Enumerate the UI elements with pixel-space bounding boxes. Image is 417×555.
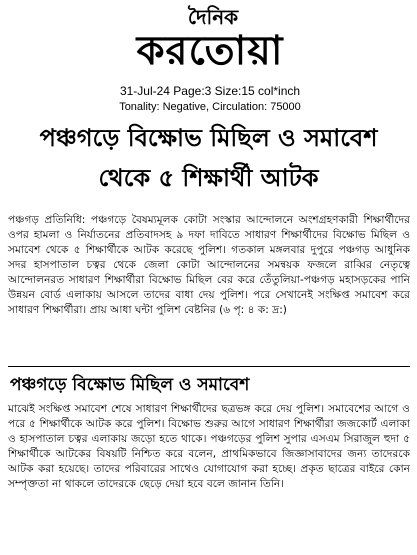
continuation-subhead: পঞ্চগড়ে বিক্ষোভ মিছিল ও সমাবেশ [10,375,250,395]
headline-line-1: পঞ্চগড়ে বিক্ষোভ মিছিল ও সমাবেশ [39,124,378,152]
article-body-part-2: মাঝেই সংক্ষিপ্ত সমাবেশ শেষে সাধারণ শিক্ষার্থীদের ছত্রভঙ্গ করে দেয় পুলিশ। সমাবেশের আগে ও পরে ৫ শিক্ষার্থীকে আটক করে পুলিশ। বিক্ষোভ শুরুর আগে সাধারণ শিক্ষার্থীরা জজকোর্ট এলাকা ও হাসপাতাল চত্বর এলাকায় জড়ো হতে থাকে। পঞ্চগড়ের পুলিশ সুপার এসএম সিরাজুল হুদা ৫ শিক্ষার্থীকে আটকের বিষয়টি নিশ্চিত করে বলেন, প্রাথমিকভাবে জিজ্ঞাসাবাদের জন্য তাদেরকে আটক করা হয়েছে। তাদের পরিবারের সাথেও যোগাযোগ করা হচ্ছে। প্রকৃত ছাত্রের বাইরে কোন সম্পৃক্ততা না থাকলে তাদেরকে ছেড়ে দেয়া হবে বলে জানান তিনি। [8,403,410,490]
continuation-note: (৬ পৃ: ৪ ক: দ্র:) [219,304,287,316]
clipping-meta-tonality-circulation: Tonality: Negative, Circulation: 75000 [119,101,301,113]
article-body-text-1: পঞ্চগড় প্রতিনিধি: পঞ্চগড়ে বৈষম্যমূলক কোটা সংস্কার আন্দোলনে অংশগ্রহণকারী শিক্ষার্থীদের ওপর হামলা ও নির্যাতনের প্রতিবাদসহ ৯ দফা দাবিতে সাধারণ শিক্ষার্থীদের বিক্ষোভ মিছিল ও সমাবেশ থেকে ৫ শিক্ষার্থীকে আটক করেছে পুলিশ। গতকাল মঙ্গলবার দুপুরে পঞ্চগড় আধুনিক সদর হাসপাতাল চত্বর থেকে জেলা কোটা আন্দোলনের সমন্বয়ক ফজলে রাব্বির নেতৃত্বে আন্দোলনরত সাধারণ শিক্ষার্থীরা বিক্ষোভ মিছিল বের করে তেঁতুলিয়া-পঞ্চগড় মহাসড়কের পানি উন্নয়ন বোর্ড এলাকায় আসলে তাদের বাধা দেয় পুলিশ। পরে সেখানেই সংক্ষিপ্ত সমাবেশ করে সাধারণ শিক্ষার্থীরা। প্রায় আধা ঘন্টা পুলিশ বেষ্টনির [8,214,410,316]
clipping-meta-date-page-size: 31-Jul-24 Page:3 Size:15 col*inch [119,84,301,98]
masthead [0,0,417,78]
headline [6,118,411,198]
article-body-part-1 [8,213,410,318]
masthead-small-title: দৈনিক [187,5,239,29]
masthead-newspaper-name: করতোয়া [136,28,284,74]
headline-line-2: থেকে ৫ শিক্ষার্থী আটক [98,164,319,192]
section-divider [8,366,410,367]
